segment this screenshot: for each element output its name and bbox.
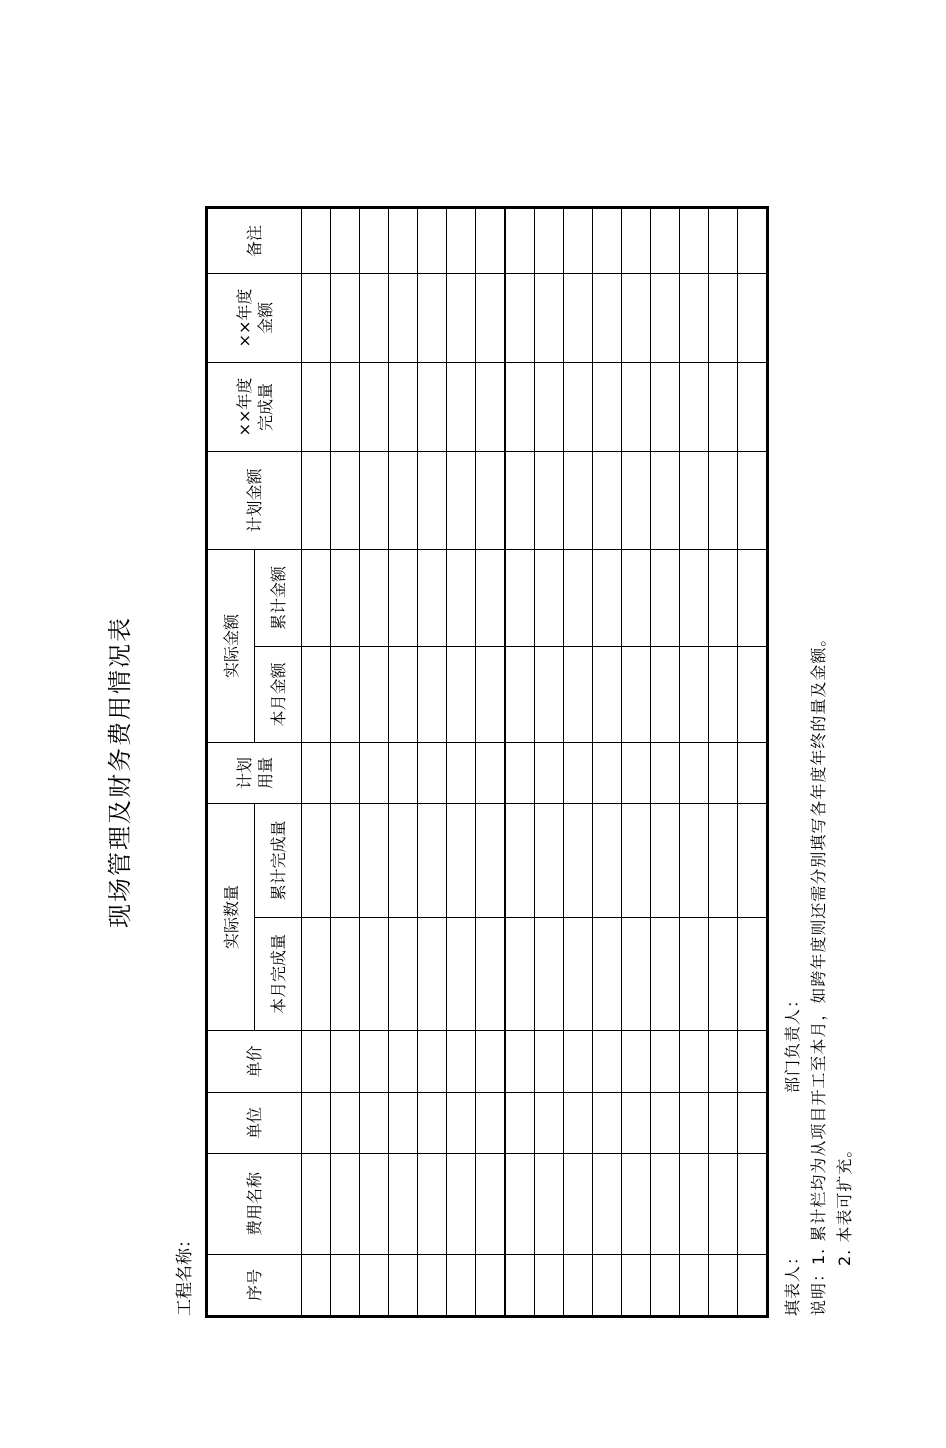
table-cell bbox=[418, 208, 447, 274]
table-cell bbox=[418, 550, 447, 647]
table-cell bbox=[738, 1255, 768, 1317]
table-cell bbox=[564, 1031, 593, 1093]
table-cell bbox=[622, 1255, 651, 1317]
table-cell bbox=[302, 1255, 331, 1317]
table-cell bbox=[738, 363, 768, 452]
table-row bbox=[535, 208, 564, 1317]
table-row bbox=[593, 208, 622, 1317]
table-cell bbox=[622, 550, 651, 647]
table-cell bbox=[680, 550, 709, 647]
table-cell bbox=[331, 550, 360, 647]
table-row bbox=[709, 208, 738, 1317]
table-cell bbox=[535, 452, 564, 550]
header-year-amount: ××年度金额 bbox=[207, 274, 302, 363]
table-cell bbox=[593, 1255, 622, 1317]
table-cell bbox=[505, 1154, 535, 1255]
table-cell bbox=[564, 452, 593, 550]
table-cell bbox=[622, 363, 651, 452]
table-cell bbox=[680, 1154, 709, 1255]
table-cell bbox=[389, 1154, 418, 1255]
table-cell bbox=[709, 550, 738, 647]
header-remark: 备注 bbox=[207, 208, 302, 274]
table-cell bbox=[535, 918, 564, 1031]
table-cell bbox=[389, 1093, 418, 1154]
table-cell bbox=[564, 743, 593, 804]
table-cell bbox=[447, 1154, 476, 1255]
expense-table bbox=[205, 206, 769, 1318]
table-cell bbox=[389, 274, 418, 363]
table-cell bbox=[447, 550, 476, 647]
table-cell bbox=[447, 1093, 476, 1154]
table-cell bbox=[622, 208, 651, 274]
table-cell bbox=[622, 452, 651, 550]
table-cell bbox=[535, 1031, 564, 1093]
table-cell bbox=[360, 1031, 389, 1093]
table-cell bbox=[360, 1154, 389, 1255]
table-cell bbox=[505, 1255, 535, 1317]
filler-label: 填表人： bbox=[783, 1247, 802, 1316]
table-cell bbox=[709, 1093, 738, 1154]
table-row bbox=[476, 208, 506, 1317]
table-cell bbox=[302, 918, 331, 1031]
table-cell bbox=[709, 918, 738, 1031]
table-cell bbox=[709, 363, 738, 452]
table-cell bbox=[302, 1093, 331, 1154]
table-cell bbox=[680, 1093, 709, 1154]
table-cell bbox=[709, 1031, 738, 1093]
table-cell bbox=[680, 918, 709, 1031]
table-cell bbox=[360, 918, 389, 1031]
table-cell bbox=[476, 1255, 506, 1317]
page-title: 现场管理及财务费用情况表 bbox=[106, 616, 134, 928]
table-cell bbox=[389, 743, 418, 804]
table-cell bbox=[738, 647, 768, 743]
table-cell bbox=[447, 647, 476, 743]
table-cell bbox=[476, 1031, 506, 1093]
table-cell bbox=[302, 804, 331, 918]
table-cell bbox=[738, 918, 768, 1031]
table-cell bbox=[418, 1031, 447, 1093]
table-cell bbox=[593, 1154, 622, 1255]
table-cell bbox=[709, 1154, 738, 1255]
table-cell bbox=[505, 274, 535, 363]
table-row bbox=[360, 208, 389, 1317]
table-cell bbox=[622, 918, 651, 1031]
table-cell bbox=[680, 1031, 709, 1093]
table-row bbox=[564, 208, 593, 1317]
table-cell bbox=[360, 363, 389, 452]
note-line-1: 说明：1. 累计栏均为从项目开工至本月，如跨年度则还需分别填写各年度年终的量及金额。 bbox=[809, 629, 828, 1316]
table-cell bbox=[622, 804, 651, 918]
table-cell bbox=[505, 918, 535, 1031]
table-cell bbox=[476, 208, 506, 274]
table-cell bbox=[651, 550, 680, 647]
table-cell bbox=[564, 274, 593, 363]
table-cell bbox=[622, 743, 651, 804]
table-cell bbox=[389, 1031, 418, 1093]
table-cell bbox=[535, 363, 564, 452]
table-cell bbox=[389, 208, 418, 274]
table-cell bbox=[360, 804, 389, 918]
table-cell bbox=[331, 743, 360, 804]
header-month-quantity: 本月完成量 bbox=[255, 918, 302, 1031]
table-cell bbox=[651, 1093, 680, 1154]
table-cell bbox=[302, 274, 331, 363]
table-cell bbox=[389, 363, 418, 452]
table-cell bbox=[709, 804, 738, 918]
table-cell bbox=[331, 1093, 360, 1154]
table-cell bbox=[476, 647, 506, 743]
table-row bbox=[622, 208, 651, 1317]
header-actual-amount: 实际金额 bbox=[207, 550, 255, 743]
table-cell bbox=[593, 647, 622, 743]
table-cell bbox=[593, 804, 622, 918]
table-cell bbox=[331, 647, 360, 743]
table-cell bbox=[651, 918, 680, 1031]
table-cell bbox=[622, 647, 651, 743]
table-cell bbox=[447, 452, 476, 550]
table-cell bbox=[447, 743, 476, 804]
table-cell bbox=[418, 743, 447, 804]
table-cell bbox=[447, 804, 476, 918]
table-cell bbox=[738, 1093, 768, 1154]
header-unit-price: 单价 bbox=[207, 1031, 302, 1093]
table-cell bbox=[622, 1154, 651, 1255]
table-cell bbox=[389, 1255, 418, 1317]
table-cell bbox=[738, 1031, 768, 1093]
table-cell bbox=[593, 452, 622, 550]
table-cell bbox=[302, 363, 331, 452]
table-cell bbox=[389, 804, 418, 918]
table-cell bbox=[535, 804, 564, 918]
table-cell bbox=[418, 1154, 447, 1255]
table-cell bbox=[535, 208, 564, 274]
table-cell bbox=[447, 274, 476, 363]
table-cell bbox=[505, 1093, 535, 1154]
table-cell bbox=[302, 1154, 331, 1255]
table-cell bbox=[331, 452, 360, 550]
header-seq: 序号 bbox=[207, 1255, 302, 1317]
table-cell bbox=[564, 363, 593, 452]
header-plan-quantity: 计划用量 bbox=[207, 743, 302, 804]
table-cell bbox=[505, 452, 535, 550]
table-cell bbox=[418, 363, 447, 452]
note-line-2: 2. 本表可扩充。 bbox=[835, 1140, 854, 1266]
table-cell bbox=[302, 452, 331, 550]
table-cell bbox=[651, 452, 680, 550]
table-cell bbox=[680, 363, 709, 452]
table-row bbox=[651, 208, 680, 1317]
table-cell bbox=[738, 743, 768, 804]
table-cell bbox=[476, 743, 506, 804]
table-cell bbox=[505, 804, 535, 918]
table-cell bbox=[447, 1031, 476, 1093]
table-cell bbox=[476, 452, 506, 550]
table-cell bbox=[476, 1154, 506, 1255]
table-cell bbox=[593, 918, 622, 1031]
table-cell bbox=[680, 804, 709, 918]
table-row bbox=[331, 208, 360, 1317]
table-cell bbox=[651, 208, 680, 274]
table-cell bbox=[651, 274, 680, 363]
table-cell bbox=[738, 208, 768, 274]
table-cell bbox=[418, 647, 447, 743]
table-cell bbox=[505, 1031, 535, 1093]
table-cell bbox=[593, 363, 622, 452]
header-cumulative-amount: 累计金额 bbox=[255, 550, 302, 647]
table-cell bbox=[447, 1255, 476, 1317]
table-cell bbox=[564, 208, 593, 274]
table-cell bbox=[418, 1255, 447, 1317]
table-cell bbox=[302, 1031, 331, 1093]
table-cell bbox=[476, 1093, 506, 1154]
table-cell bbox=[593, 1093, 622, 1154]
table-row bbox=[738, 208, 768, 1317]
table-cell bbox=[360, 550, 389, 647]
table-cell bbox=[360, 743, 389, 804]
table-cell bbox=[593, 208, 622, 274]
table-row bbox=[447, 208, 476, 1317]
table-cell bbox=[331, 1255, 360, 1317]
table-cell bbox=[302, 208, 331, 274]
table-cell bbox=[680, 743, 709, 804]
table-cell bbox=[593, 1031, 622, 1093]
project-name-label: 工程名称： bbox=[175, 1231, 195, 1316]
table-cell bbox=[302, 647, 331, 743]
table-cell bbox=[476, 804, 506, 918]
table-cell bbox=[505, 550, 535, 647]
table-cell bbox=[476, 550, 506, 647]
table-cell bbox=[360, 274, 389, 363]
table-cell bbox=[593, 550, 622, 647]
table-cell bbox=[738, 550, 768, 647]
table-cell bbox=[389, 647, 418, 743]
header-unit: 单位 bbox=[207, 1093, 302, 1154]
dept-head-label: 部门负责人： bbox=[783, 990, 802, 1093]
table-cell bbox=[302, 550, 331, 647]
table-cell bbox=[651, 1154, 680, 1255]
table-cell bbox=[709, 743, 738, 804]
table-cell bbox=[476, 274, 506, 363]
table-cell bbox=[331, 804, 360, 918]
table-cell bbox=[476, 918, 506, 1031]
table-cell bbox=[535, 1154, 564, 1255]
table-cell bbox=[447, 208, 476, 274]
table-cell bbox=[651, 1031, 680, 1093]
table-cell bbox=[505, 363, 535, 452]
table-cell bbox=[622, 1093, 651, 1154]
table-cell bbox=[622, 274, 651, 363]
table-cell bbox=[709, 452, 738, 550]
table-cell bbox=[535, 550, 564, 647]
table-cell bbox=[447, 918, 476, 1031]
table-cell bbox=[331, 208, 360, 274]
table-cell bbox=[331, 274, 360, 363]
table-cell bbox=[564, 1154, 593, 1255]
header-plan-amount: 计划金额 bbox=[207, 452, 302, 550]
table-cell bbox=[418, 804, 447, 918]
table-cell bbox=[564, 918, 593, 1031]
table-cell bbox=[564, 647, 593, 743]
table-cell bbox=[447, 363, 476, 452]
table-cell bbox=[331, 1154, 360, 1255]
table-cell bbox=[709, 647, 738, 743]
table-cell bbox=[505, 208, 535, 274]
table-cell bbox=[360, 1255, 389, 1317]
table-cell bbox=[360, 647, 389, 743]
table-cell bbox=[709, 274, 738, 363]
header-cumulative-quantity: 累计完成量 bbox=[255, 804, 302, 918]
table-row bbox=[505, 208, 535, 1317]
table-cell bbox=[389, 550, 418, 647]
table-row bbox=[680, 208, 709, 1317]
table-cell bbox=[360, 208, 389, 274]
table-cell bbox=[651, 647, 680, 743]
table-row bbox=[302, 208, 331, 1317]
table-cell bbox=[593, 274, 622, 363]
table-cell bbox=[680, 1255, 709, 1317]
table-cell bbox=[593, 743, 622, 804]
table-cell bbox=[505, 743, 535, 804]
table-cell bbox=[738, 452, 768, 550]
table-cell bbox=[564, 550, 593, 647]
table-cell bbox=[651, 1255, 680, 1317]
table-cell bbox=[535, 1093, 564, 1154]
table-cell bbox=[302, 743, 331, 804]
header-actual-quantity: 实际数量 bbox=[207, 804, 255, 1031]
table-cell bbox=[360, 452, 389, 550]
table-cell bbox=[738, 274, 768, 363]
table-row bbox=[389, 208, 418, 1317]
table-cell bbox=[709, 208, 738, 274]
table-cell bbox=[418, 452, 447, 550]
table-cell bbox=[331, 1031, 360, 1093]
table-row bbox=[418, 208, 447, 1317]
table-cell bbox=[680, 274, 709, 363]
table-cell bbox=[505, 647, 535, 743]
table-cell bbox=[418, 274, 447, 363]
table-cell bbox=[331, 918, 360, 1031]
table-cell bbox=[680, 452, 709, 550]
table-cell bbox=[331, 363, 360, 452]
table-cell bbox=[651, 363, 680, 452]
table-cell bbox=[535, 274, 564, 363]
table-cell bbox=[360, 1093, 389, 1154]
header-month-amount: 本月金额 bbox=[255, 647, 302, 743]
table-cell bbox=[535, 647, 564, 743]
table-cell bbox=[564, 1255, 593, 1317]
header-year-quantity: ××年度完成量 bbox=[207, 363, 302, 452]
table-cell bbox=[418, 918, 447, 1031]
table-cell bbox=[476, 363, 506, 452]
table-cell bbox=[680, 208, 709, 274]
table-cell bbox=[622, 1031, 651, 1093]
table-cell bbox=[651, 804, 680, 918]
table-cell bbox=[389, 918, 418, 1031]
table-cell bbox=[535, 1255, 564, 1317]
table-cell bbox=[418, 1093, 447, 1154]
header-fee-name: 费用名称 bbox=[207, 1154, 302, 1255]
table-cell bbox=[738, 804, 768, 918]
table-cell bbox=[680, 647, 709, 743]
table-cell bbox=[535, 743, 564, 804]
table-cell bbox=[651, 743, 680, 804]
table-cell bbox=[564, 1093, 593, 1154]
table-cell bbox=[738, 1154, 768, 1255]
table-cell bbox=[564, 804, 593, 918]
table-cell bbox=[709, 1255, 738, 1317]
table-cell bbox=[389, 452, 418, 550]
